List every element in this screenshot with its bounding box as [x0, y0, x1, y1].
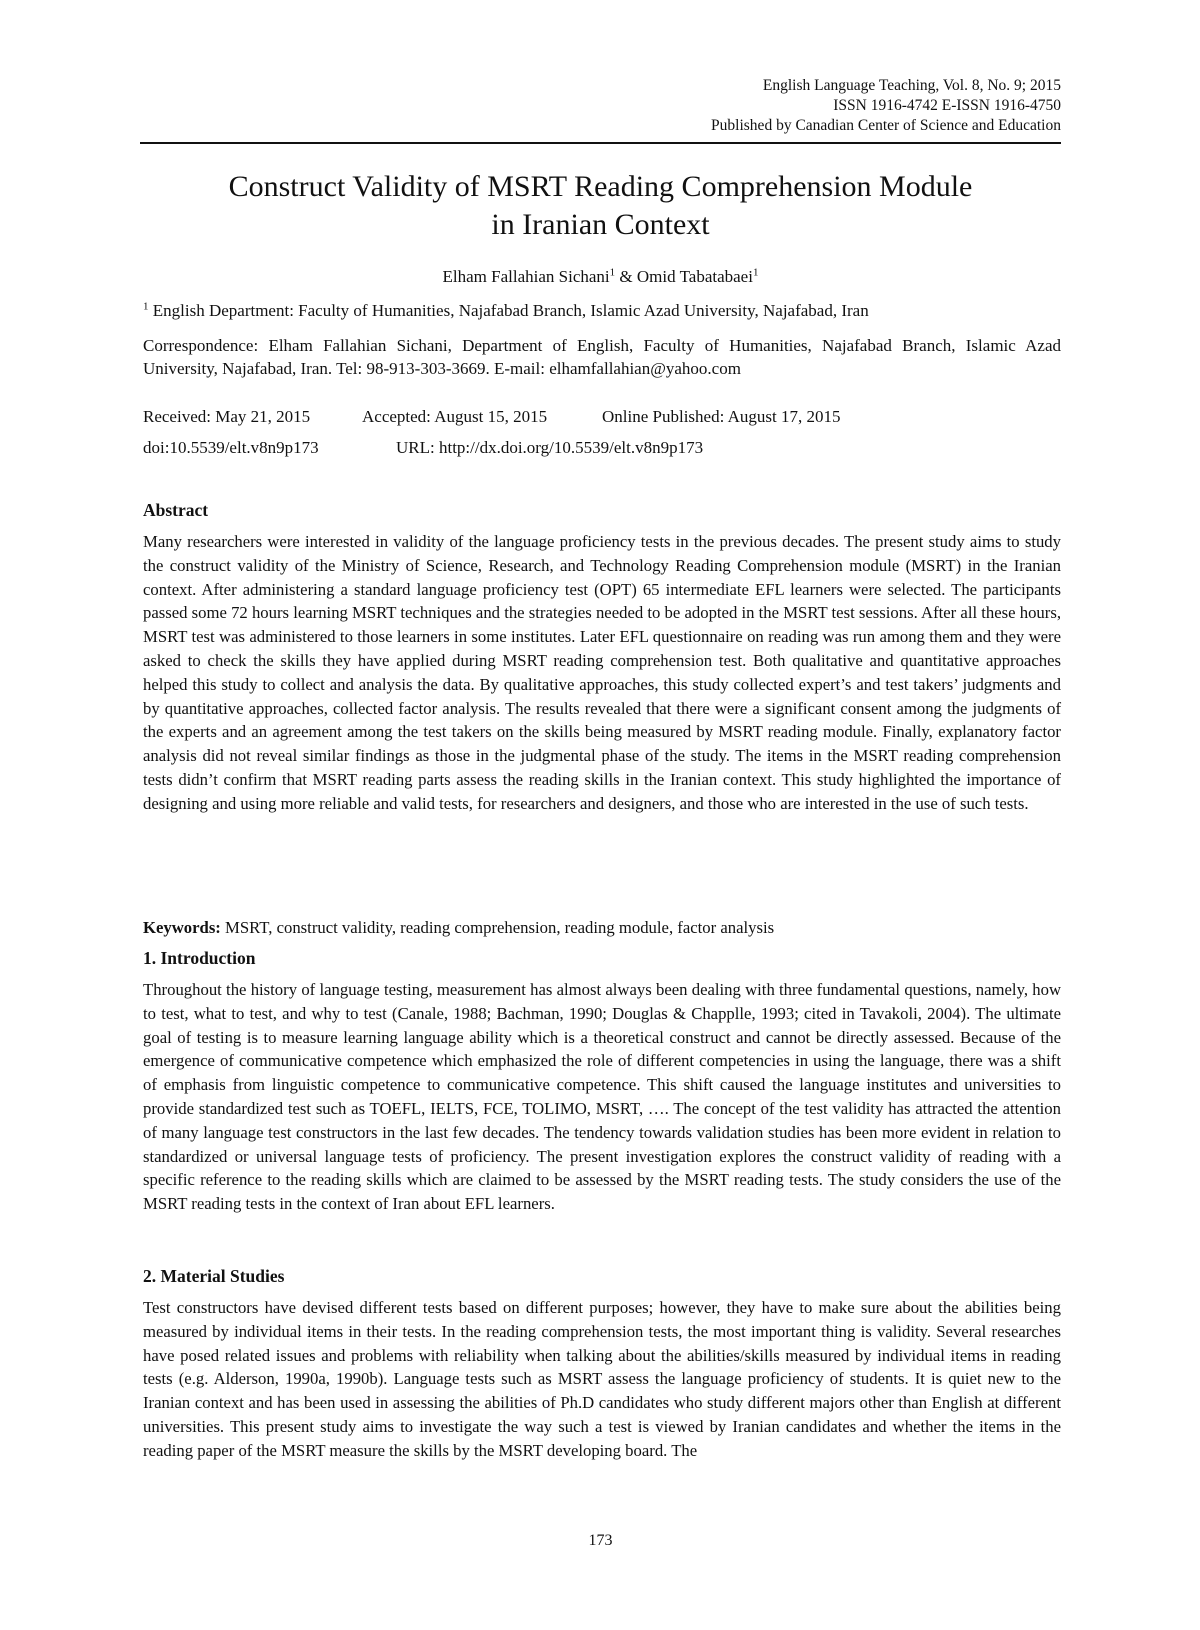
- doi: doi:10.5539/elt.v8n9p173: [143, 438, 319, 457]
- affiliation-marker: 1: [143, 300, 149, 313]
- affiliation-text: English Department: Faculty of Humanities, Najafabad Branch, Islamic Azad University, Najafabad, Iran: [148, 301, 869, 320]
- author-name: Elham Fallahian Sichani: [442, 267, 610, 286]
- title-line-1: Construct Validity of MSRT Reading Comprehension Module: [228, 170, 973, 203]
- publication-dates: [143, 406, 1061, 428]
- online-date: Online Published: August 17, 2015: [602, 407, 841, 426]
- introduction-heading: 1. Introduction: [143, 948, 256, 968]
- issn-line: ISSN 1916-4742 E-ISSN 1916-4750: [833, 97, 1061, 114]
- material-studies-heading: 2. Material Studies: [143, 1266, 285, 1286]
- affiliation-marker: 1: [609, 266, 616, 279]
- paper-title: [140, 168, 1061, 244]
- author-name: Omid Tabatabaei: [636, 267, 753, 286]
- journal-line: English Language Teaching, Vol. 8, No. 9; 2015: [762, 77, 1061, 94]
- publisher-line: Published by Canadian Center of Science and Education: [711, 117, 1061, 134]
- affiliation: [143, 300, 1061, 322]
- accepted-date: Accepted: August 15, 2015: [362, 407, 548, 426]
- keywords-text: MSRT, construct validity, reading comprehension, reading module, factor analysis: [220, 918, 775, 937]
- author-separator: &: [615, 267, 637, 286]
- title-line-2: in Iranian Context: [491, 208, 710, 241]
- identifiers: [143, 437, 1061, 459]
- correspondence: Correspondence: Elham Fallahian Sichani, Department of English, Faculty of Humanities, Najafabad Branch, Islamic Azad University, Najafabad, Iran. Tel: 98-913-303-3669. E-mail: elhamfallahian@yahoo.com: [143, 336, 1061, 378]
- keywords-label: Keywords:: [143, 918, 221, 937]
- url-link[interactable]: URL: http://dx.doi.org/10.5539/elt.v8n9p173: [396, 438, 704, 457]
- abstract-text: Many researchers were interested in validity of the language proficiency tests in the previous decades. The present study aims to study the construct validity of the Ministry of Science, Research, and Technology Reading Comprehension module (MSRT) in the Iranian context. After administering a standard language proficiency test (OPT) 65 intermediate EFL learners were selected. The participants passed some 72 hours learning MSRT techniques and the strategies needed to be adopted in the MSRT test sessions. After all these hours, MSRT test was administered to those learners in some institutes. Later EFL questionnaire on reading was run among them and they were asked to check the skills they have applied during MSRT reading comprehension test. Both qualitative and quantitative approaches helped this study to collect and analysis the data. By qualitative approaches, this study collected expert’s and test takers’ judgments and by quantitative approaches, collected factor analysis. The results revealed that there were a significant consent among the judgments of the experts and an agreement among the test takers on the skills being measured by MSRT reading module. Finally, explanatory factor analysis did not reveal similar findings as those in the judgmental phase of the study. The items in the MSRT reading comprehension tests didn’t confirm that MSRT reading parts assess the reading skills in the Iranian context. This study highlighted the importance of designing and using more reliable and valid tests, for researchers and designers, and those who are interested in the use of such tests.: [143, 532, 1061, 813]
- introduction-text: Throughout the history of language testing, measurement has almost always been dealing with three fundamental questions, namely, how to test, what to test, and why to test (Canale, 1988; Bachman, 1990; Douglas & Chapplle, 1993; cited in Tavakoli, 2004). The ultimate goal of testing is to measure learning language ability which is a theoretical construct and cannot be directly assessed. Because of the emergence of communicative competence which emphasized the role of different competencies in using the language, there was a shift of emphasis from linguistic competence to communicative competence. This shift caused the language institutes and universities to provide standardized test such as TOEFL, IELTS, FCE, TOLIMO, MSRT, …. The concept of the test validity has attracted the attention of many language test constructors in the last few decades. The tendency towards validation studies has been more evident in relation to standardized or universal language tests of proficiency. The present investigation explores the construct validity of reading with a specific reference to the reading skills which are claimed to be assessed by the MSRT reading tests. The study considers the use of the MSRT reading tests in the context of Iran about EFL learners.: [143, 980, 1061, 1214]
- header-rule: [140, 142, 1061, 144]
- running-header: [140, 76, 1061, 136]
- received-date: Received: May 21, 2015: [143, 407, 311, 426]
- author-list: [140, 266, 1061, 288]
- keywords: [143, 917, 1061, 939]
- material-studies-text: Test constructors have devised different tests based on different purposes; however, they have to make sure about the abilities being measured by individual items in their tests. In the reading comprehension tests, the most important thing is validity. Several researches have posed related issues and problems with reliability when talking about the abilities/skills measured by individual items in reading tests (e.g. Alderson, 1990a, 1990b). Language tests such as MSRT assess the language proficiency of students. It is quiet new to the Iranian context and has been used in assessing the abilities of Ph.D candidates who study different majors other than English at different universities. This present study aims to investigate the way such a test is viewed by Iranian candidates and whether the items in the reading paper of the MSRT measure the skills by the MSRT developing board. The: [143, 1298, 1061, 1460]
- abstract-heading: Abstract: [143, 500, 209, 520]
- affiliation-marker: 1: [752, 266, 759, 279]
- page-number: 173: [588, 1532, 613, 1549]
